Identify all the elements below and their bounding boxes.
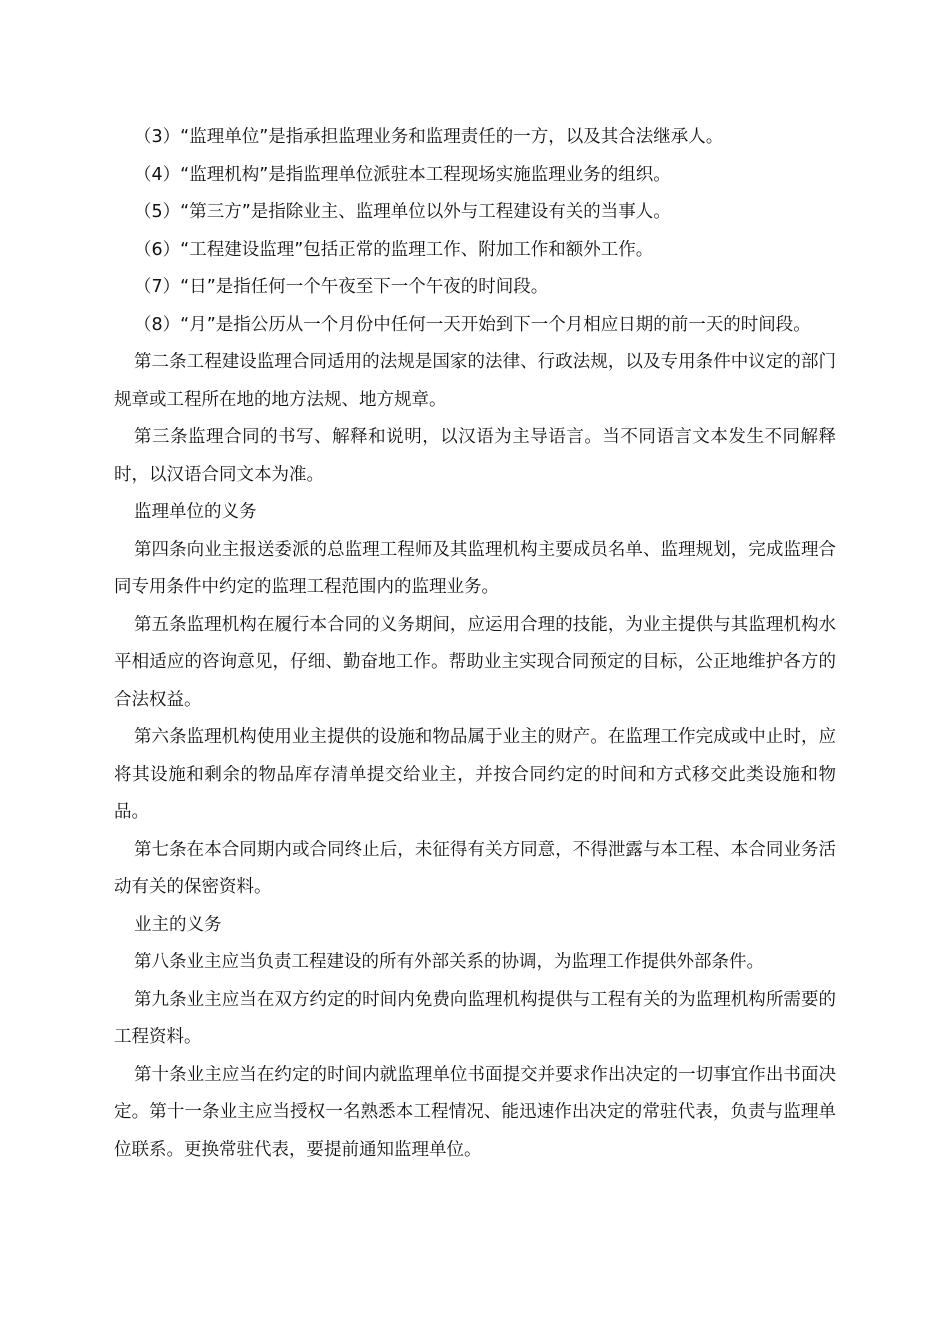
article-7: 第七条在本合同期内或合同终止后，未征得有关方同意，不得泄露与本工程、本合同业务活动有关的保密资料。 [114, 839, 836, 897]
article-2: 第二条工程建设监理合同适用的法规是国家的法律、行政法规，以及专用条件中议定的部门规章或工程所在地的地方法规、地方规章。 [114, 352, 836, 410]
article-3: 第三条监理合同的书写、解释和说明，以汉语为主导语言。当不同语言文本发生不同解释时，以汉语合同文本为准。 [114, 427, 836, 485]
article-6: 第六条监理机构使用业主提供的设施和物品属于业主的财产。在监理工作完成或中止时，应将其设施和剩余的物品库存清单提交给业主，并按合同约定的时间和方式移交此类设施和物品。 [114, 727, 836, 822]
article-5: 第五条监理机构在履行本合同的义务期间，应运用合理的技能，为业主提供与其监理机构水平相适应的咨询意见，仔细、勤奋地工作。帮助业主实现合同预定的目标，公正地维护各方的合法权益。 [114, 614, 836, 710]
definition-item-3: （3）“监理单位”是指承担监理业务和监理责任的一方，以及其合法继承人。 [134, 127, 724, 147]
document-body [114, 119, 836, 1169]
definition-item-4: （4）“监理机构”是指监理单位派驻本工程现场实施监理业务的组织。 [134, 164, 671, 185]
definition-item-6: （6）“工程建设监理”包括正常的监理工作、附加工作和额外工作。 [134, 239, 654, 260]
definition-item-5: （5）“第三方”是指除业主、监理单位以外与工程建设有关的当事人。 [134, 202, 671, 222]
article-10-11: 第十条业主应当在约定的时间内就监理单位书面提交并要求作出决定的一切事宜作出书面决定。第十一条业主应当授权一名熟悉本工程情况、能迅速作出决定的常驻代表，负责与监理单位联系。更换常驻代表，要提前通知监理单位。 [114, 1064, 836, 1160]
section-heading-owner-duties: 业主的义务 [134, 914, 222, 935]
article-9: 第九条业主应当在双方约定的时间内免费向监理机构提供与工程有关的为监理机构所需要的工程资料。 [114, 989, 836, 1047]
article-4: 第四条向业主报送委派的总监理工程师及其监理机构主要成员名单、监理规划，完成监理合同专用条件中约定的监理工程范围内的监理业务。 [114, 539, 836, 597]
section-heading-supervisor-duties: 监理单位的义务 [134, 502, 257, 522]
article-8: 第八条业主应当负责工程建设的所有外部关系的协调，为监理工作提供外部条件。 [134, 952, 764, 972]
definition-item-8: （8）“月”是指公历从一个月份中任何一天开始到下一个月相应日期的前一天的时间段。 [134, 314, 811, 335]
definition-item-7: （7）“日”是指任何一个午夜至下一个午夜的时间段。 [134, 277, 549, 297]
